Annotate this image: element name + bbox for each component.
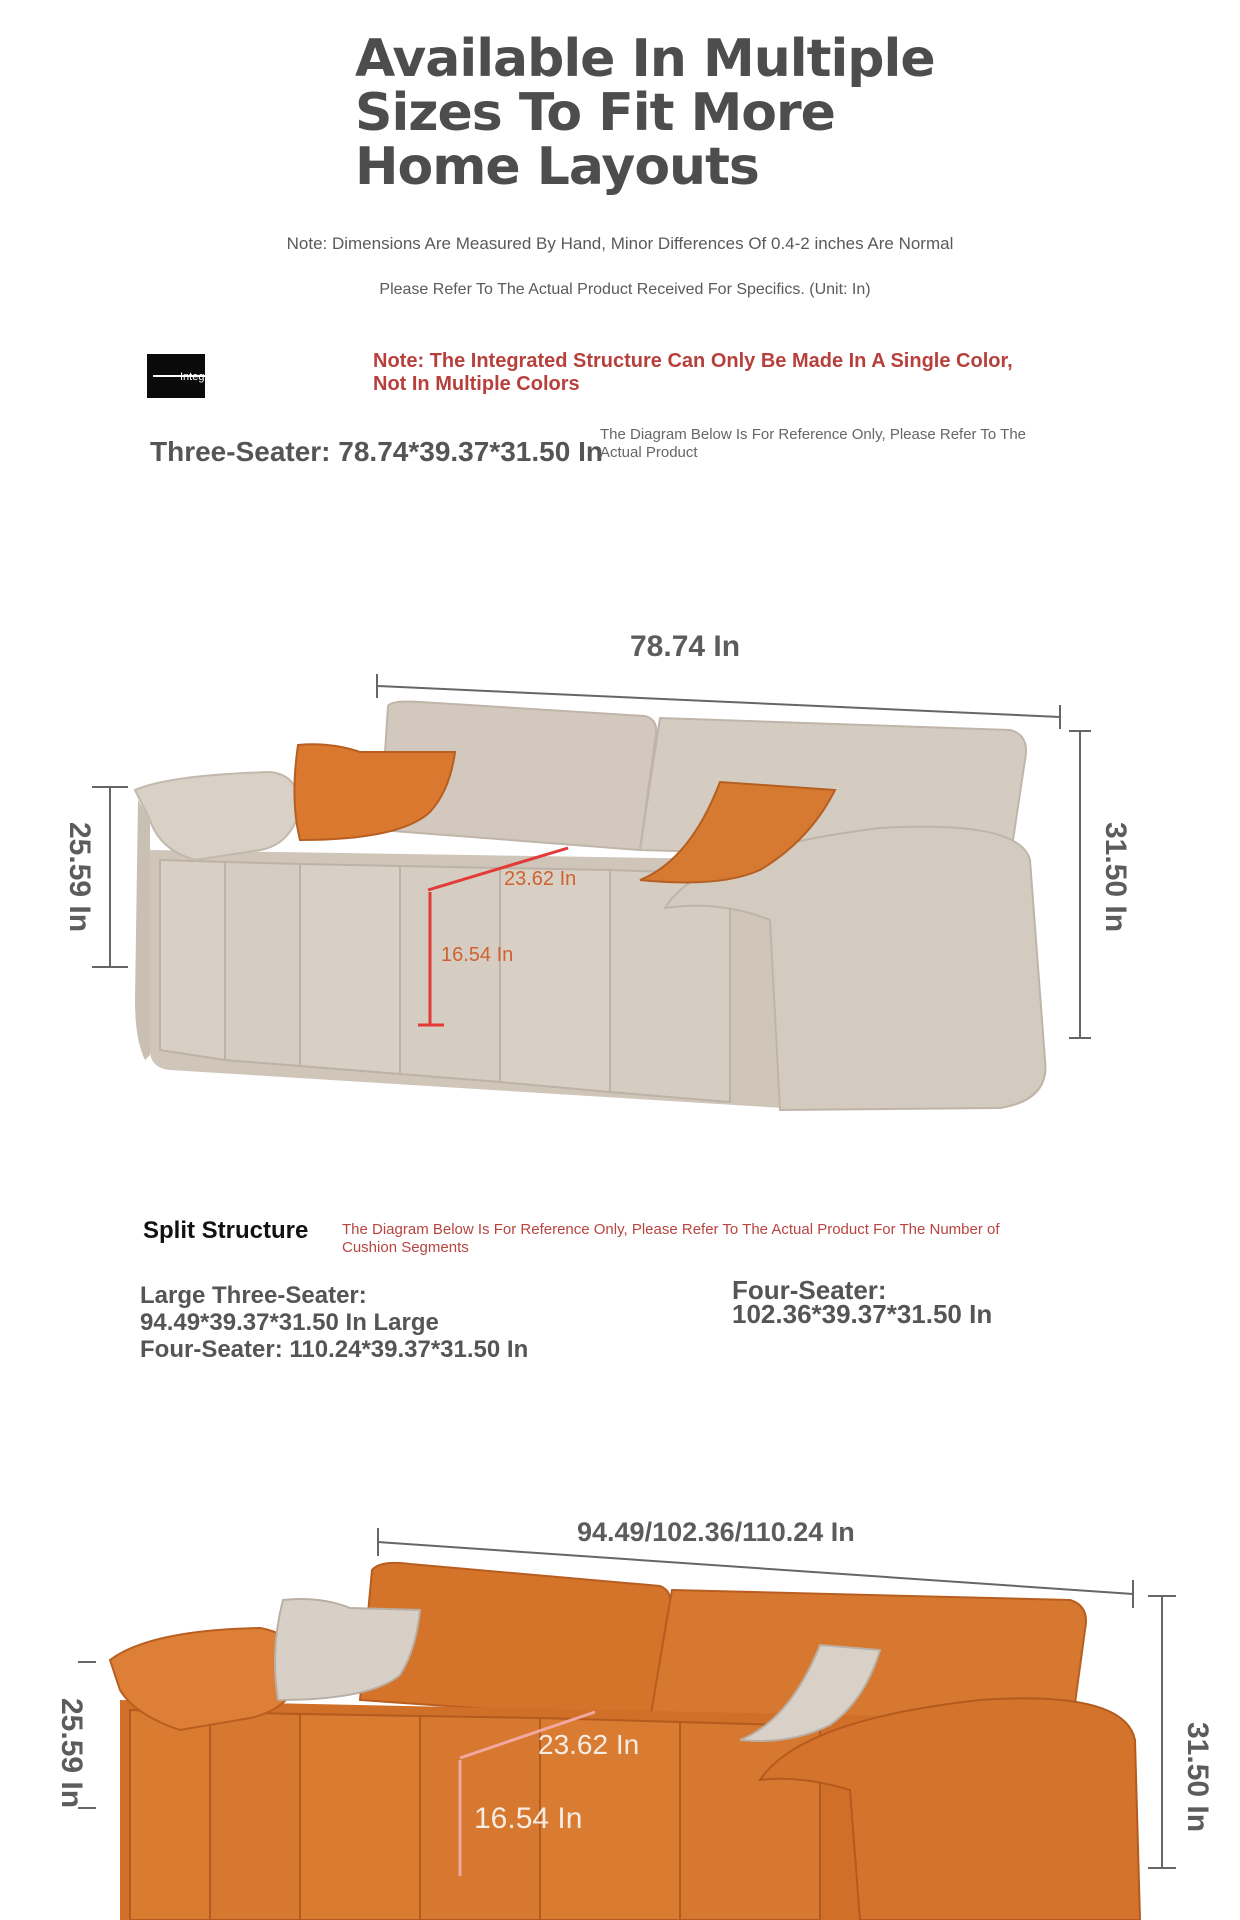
split-structure-title: Split Structure [143, 1217, 309, 1244]
beige-seat-cushion-2 [225, 862, 300, 1066]
orange-seat-depth-label: 23.62 In [538, 1729, 640, 1760]
beige-seat-cushion-5 [500, 868, 610, 1092]
beige-left-arm-front [135, 800, 150, 1060]
orange-seat-cushion-1 [130, 1710, 210, 1920]
large-sizes-line-1: Large Three-Seater: [140, 1282, 367, 1309]
beige-seat-depth-label: 23.62 In [504, 868, 577, 890]
orange-seat-cushion-3 [300, 1714, 420, 1920]
headline-line-1: Available In Multiple [355, 29, 935, 89]
integrated-structure-label: Integrated Structure [180, 371, 278, 383]
large-sizes-line-2: 94.49*39.37*31.50 In Large [140, 1309, 439, 1336]
orange-width-label: 94.49/102.36/110.24 In [577, 1517, 855, 1547]
beige-seat-cushion-3 [300, 864, 400, 1074]
orange-height-label: 31.50 In [1181, 1722, 1214, 1833]
beige-height-label: 31.50 In [1099, 822, 1132, 933]
orange-seat-cushion-2 [210, 1712, 300, 1920]
four-seater-dimensions [732, 1275, 993, 1329]
large-sizes-line-3: Four-Seater: 110.24*39.37*31.50 In [140, 1336, 529, 1363]
headline-line-3: Home Layouts [355, 137, 759, 197]
orange-seat-height-label: 16.54 In [474, 1802, 583, 1835]
beige-width-label: 78.74 In [630, 630, 741, 663]
beige-sofa-image [135, 702, 1045, 1111]
large-seater-dimensions [140, 1282, 600, 1363]
headline-line-2: Sizes To Fit More [355, 83, 835, 143]
single-color-note: Note: The Integrated Structure Can Only Be Made In A Single Color, Not In Multiple Colors [373, 350, 1013, 395]
three-seater-dimensions: Three-Seater: 78.74*39.37*31.50 In [150, 436, 603, 467]
beige-arm-height-label: 25.59 In [63, 822, 96, 933]
beige-seat-cushion-4 [400, 866, 500, 1082]
refer-note: Please Refer To The Actual Product Received For Specifics. (Unit: In) [379, 281, 871, 298]
orange-arm-height-label: 25.59 In [55, 1698, 88, 1809]
four-seater-line-2: 102.36*39.37*31.50 In [732, 1299, 993, 1329]
beige-left-arm [135, 772, 300, 860]
measurement-note: Note: Dimensions Are Measured By Hand, Minor Differences Of 0.4-2 inches Are Normal [286, 234, 954, 253]
beige-seat-height-label: 16.54 In [441, 944, 514, 966]
beige-seat-cushion-1 [160, 860, 225, 1060]
integrated-reference-note: The Diagram Below Is For Reference Only, Please Refer To The Actual Product [600, 426, 1027, 461]
four-seater-line-1: Four-Seater: [732, 1275, 887, 1305]
split-reference-note: The Diagram Below Is For Reference Only, Please Refer To The Actual Product For The Number of Cushion Segments [342, 1221, 1000, 1256]
